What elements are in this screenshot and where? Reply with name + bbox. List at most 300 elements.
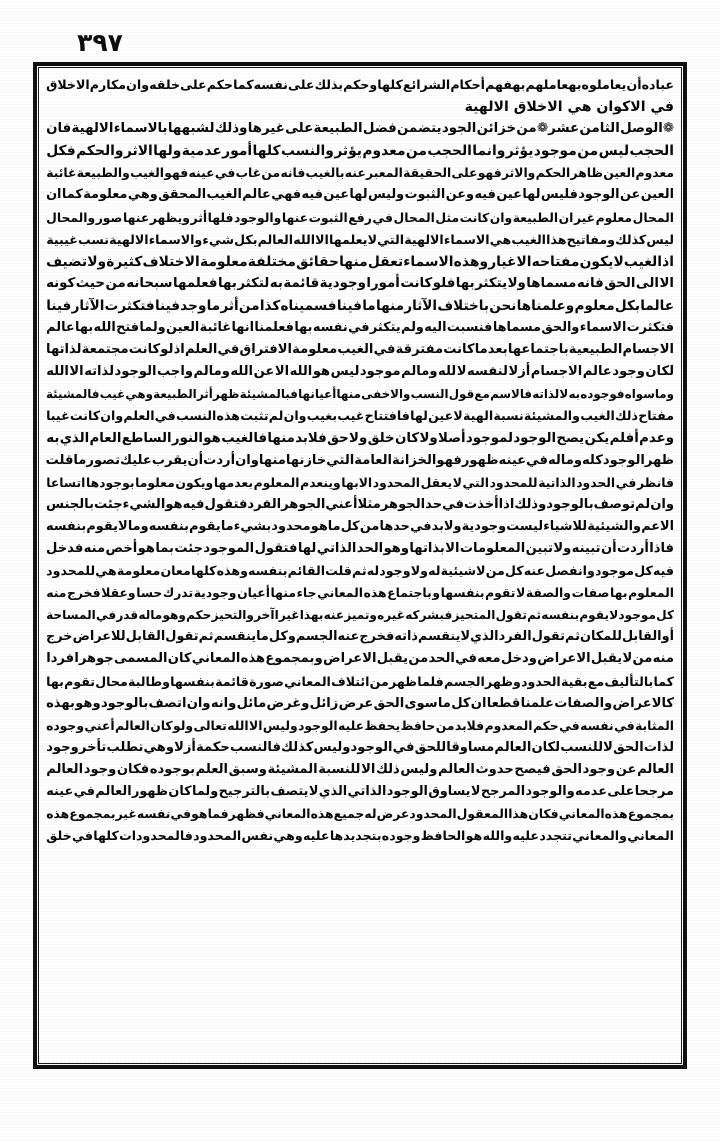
body-line-segment: بهذه bbox=[46, 695, 75, 711]
body-line-segment: بمجموع bbox=[265, 651, 315, 667]
body-line-segment: الغيب bbox=[130, 166, 165, 181]
body-line-segment: الا bbox=[69, 364, 84, 380]
body-line-segment: ثم bbox=[352, 563, 367, 579]
body-line-inner bbox=[46, 361, 674, 383]
body-line-inner bbox=[46, 494, 674, 516]
body-line-inner bbox=[46, 74, 674, 96]
body-line-segment: ليس bbox=[598, 143, 630, 160]
body-line-segment: لذات bbox=[643, 739, 674, 755]
body-line-segment: وانفصل bbox=[545, 563, 595, 579]
body-line-segment: الاسماء bbox=[443, 231, 490, 247]
body-line-segment: الموجود bbox=[203, 540, 255, 556]
body-line-segment: المعاني bbox=[191, 651, 241, 667]
body-line-segment: وظهر bbox=[485, 673, 521, 689]
body-line-segment: بها bbox=[46, 673, 64, 689]
body-line-segment: فتقول bbox=[204, 496, 248, 512]
body-line-segment: أمور bbox=[222, 143, 253, 160]
body-line-segment: ودخل bbox=[500, 651, 537, 667]
body-line-segment: ومالم bbox=[401, 364, 438, 380]
body-line-segment: كل bbox=[504, 563, 524, 579]
body-line-segment: مفترقة bbox=[395, 342, 444, 358]
body-line-segment: من bbox=[632, 651, 653, 667]
body-line-segment: فيه bbox=[301, 187, 323, 203]
body-line-segment: معلوم bbox=[595, 210, 633, 225]
body-line-segment: للنسبة bbox=[318, 761, 361, 777]
body-line-segment: لشبهها bbox=[167, 121, 215, 137]
body-line-segment: والاثر bbox=[501, 166, 536, 181]
body-line-segment: شيء bbox=[202, 231, 234, 247]
body-line-segment: وهي bbox=[125, 387, 153, 402]
body-line-segment: وجودية bbox=[193, 586, 237, 601]
body-line-inner bbox=[46, 538, 674, 560]
body-line-segment: للمحدود bbox=[46, 563, 96, 579]
body-line-segment: فبالمشيئة bbox=[239, 387, 298, 402]
body-line-segment: حكم bbox=[532, 718, 559, 733]
body-line-segment: يتصف bbox=[270, 784, 309, 799]
body-line-segment: العالم bbox=[257, 231, 294, 247]
body-line-segment: الغيب bbox=[337, 342, 374, 358]
body-line-segment: ان bbox=[558, 210, 574, 225]
body-line-segment: والتحيز bbox=[211, 608, 254, 623]
body-line-segment: اتصف bbox=[148, 695, 187, 711]
body-line bbox=[46, 626, 674, 648]
body-line-segment: نسبة bbox=[493, 408, 524, 424]
body-line-segment: فتح bbox=[116, 320, 140, 336]
body-line-segment: فالمشيئة bbox=[46, 387, 100, 402]
body-line-inner bbox=[46, 560, 674, 582]
body-line-segment: اذ bbox=[662, 253, 674, 270]
body-line-segment: موجود bbox=[594, 563, 635, 579]
body-line-segment: منها bbox=[336, 387, 361, 402]
body-line-segment: كالاعراض bbox=[612, 695, 674, 711]
body-line-segment: التي bbox=[326, 452, 355, 468]
body-line-segment: التي bbox=[377, 231, 405, 247]
body-line-segment: لم bbox=[268, 408, 284, 424]
body-line-segment: قائمة bbox=[283, 275, 320, 291]
body-line-segment: وجود bbox=[379, 563, 411, 579]
body-line-segment: وهذه bbox=[216, 563, 248, 579]
body-line-segment: وكل bbox=[268, 629, 296, 645]
body-line-segment: غيب bbox=[99, 387, 126, 402]
body-line-segment: في bbox=[154, 408, 176, 424]
body-line-segment: به bbox=[269, 275, 283, 291]
body-line-segment: والشيئية bbox=[587, 518, 642, 534]
body-line-segment: الآثار bbox=[404, 297, 438, 314]
body-line-segment: فلابد bbox=[454, 718, 485, 733]
body-line-segment: الا bbox=[274, 364, 290, 380]
body-line-segment: وليس bbox=[400, 761, 438, 777]
body-line-segment: فيصح bbox=[514, 761, 551, 777]
body-line-segment: الذاتي bbox=[347, 784, 387, 799]
body-line-segment: أن bbox=[187, 452, 204, 468]
body-line bbox=[46, 494, 674, 516]
body-line-segment: المساحة bbox=[46, 608, 96, 623]
body-line-segment: بتجديدها bbox=[329, 828, 382, 844]
body-line-segment: لموجود bbox=[465, 430, 514, 446]
body-line-segment: الطبيعية bbox=[568, 342, 623, 358]
body-line-segment: لا bbox=[609, 608, 619, 623]
body-line-segment: من bbox=[405, 143, 427, 160]
body-line-inner bbox=[46, 140, 674, 162]
body-line-segment: في bbox=[214, 166, 236, 181]
body-line-segment: قلت bbox=[46, 452, 74, 468]
body-line-segment: أثر bbox=[220, 297, 239, 314]
body-line-inner bbox=[46, 604, 674, 626]
body-line-segment: وان bbox=[235, 452, 259, 468]
body-line-segment: كلها bbox=[93, 828, 119, 844]
body-line-segment: للمحدود bbox=[489, 475, 538, 490]
body-line-segment: يعقل bbox=[420, 475, 453, 490]
body-line-segment: القائم bbox=[287, 563, 326, 579]
body-line-segment: معلومة bbox=[116, 563, 161, 579]
body-line-segment: وذلك bbox=[514, 496, 547, 512]
body-line-segment: خلقه bbox=[149, 77, 181, 92]
body-line bbox=[46, 538, 674, 560]
body-line-segment: الهية bbox=[463, 408, 494, 424]
body-line-segment: مثل bbox=[435, 210, 460, 225]
body-line-segment: وعن bbox=[445, 187, 475, 203]
body-line-inner bbox=[46, 229, 674, 251]
body-line-segment: الافتراق bbox=[239, 342, 292, 358]
body-line-segment: كما bbox=[233, 77, 254, 92]
body-line-inner bbox=[46, 626, 674, 648]
body-line-segment: الجوهر bbox=[380, 496, 426, 512]
body-line-segment: الالهية bbox=[109, 231, 149, 247]
body-line-segment: منها bbox=[267, 430, 295, 446]
body-line-segment: جوهرا bbox=[74, 651, 114, 667]
body-line-segment: وليس bbox=[313, 739, 351, 755]
body-line-segment: تتجدد bbox=[539, 828, 573, 844]
body-line-segment: ولما bbox=[192, 784, 219, 799]
body-line-segment: وذلك bbox=[214, 121, 248, 137]
body-line-segment: الاختلاف bbox=[142, 253, 200, 270]
body-line-segment: بها bbox=[75, 320, 94, 336]
body-line-segment: خلق bbox=[46, 828, 72, 844]
body-line-segment: غيرا bbox=[274, 608, 300, 623]
body-line bbox=[46, 825, 674, 847]
body-line-segment: ذاته bbox=[394, 629, 418, 645]
body-line-segment: الاعراض bbox=[323, 651, 377, 667]
body-line-segment: و bbox=[314, 651, 323, 667]
body-line-segment: مفتاح bbox=[638, 408, 674, 424]
body-line-segment: في bbox=[392, 739, 415, 755]
body-line-segment: عينه bbox=[498, 452, 527, 468]
body-line-segment: أفلم bbox=[609, 430, 639, 446]
body-line bbox=[46, 184, 674, 206]
body-line-segment: وينعدم bbox=[300, 475, 341, 490]
body-line-segment: والطبيعة bbox=[76, 166, 130, 181]
body-line-segment: ولا bbox=[349, 430, 368, 446]
body-line-segment: فبشركه bbox=[405, 608, 453, 623]
body-line-segment: كانت bbox=[69, 408, 101, 424]
body-line-segment: الابها bbox=[341, 475, 373, 490]
body-line bbox=[46, 516, 674, 538]
body-line-segment: بالاسماء bbox=[113, 121, 168, 137]
body-line bbox=[46, 693, 674, 715]
body-line-segment: فهو bbox=[164, 166, 189, 181]
body-line-segment: من bbox=[408, 651, 429, 667]
body-line-segment: الطبيعة bbox=[512, 210, 559, 225]
body-line-segment: ذلك bbox=[375, 761, 400, 777]
body-line-segment: عنه bbox=[344, 166, 366, 181]
body-line-segment: الوجود bbox=[298, 718, 338, 733]
body-line-segment: من bbox=[238, 297, 260, 314]
body-line-segment: لا bbox=[622, 651, 633, 667]
body-line-segment: لا bbox=[367, 231, 378, 247]
body-line-segment: الوجود bbox=[513, 430, 557, 446]
body-line-segment: الحافظ bbox=[420, 828, 466, 844]
body-line-segment: له bbox=[366, 563, 380, 579]
body-line-segment: ولا bbox=[87, 253, 107, 270]
body-line-segment: هذه bbox=[363, 586, 387, 601]
body-line bbox=[46, 560, 674, 582]
body-line-segment: تقول bbox=[495, 608, 527, 623]
body-line-segment: أخص bbox=[105, 540, 138, 556]
body-line-segment: فيه bbox=[652, 563, 674, 579]
body-line-segment: هو bbox=[465, 828, 483, 844]
body-line-segment: وعقلا bbox=[101, 586, 136, 601]
body-line-segment: الجسم bbox=[295, 629, 338, 645]
body-line-segment: بنفسها bbox=[170, 673, 215, 689]
body-line-segment: لذاته bbox=[84, 364, 115, 380]
body-line-segment: في bbox=[73, 784, 96, 799]
body-line-segment: وهي bbox=[143, 739, 174, 755]
body-line-segment: لكان bbox=[531, 739, 561, 755]
body-line-segment: باجتماع bbox=[387, 586, 432, 601]
body-line-segment: هذه bbox=[216, 408, 240, 424]
body-line-segment: تعقل bbox=[367, 253, 404, 270]
body-line-segment: أردت bbox=[203, 452, 236, 468]
body-line-segment: ذلك bbox=[615, 408, 638, 424]
body-line-segment: العالم bbox=[637, 761, 674, 777]
body-line-segment: جئت bbox=[174, 540, 204, 556]
body-line-segment: محال bbox=[95, 673, 128, 689]
body-line-segment: أثر bbox=[196, 387, 213, 402]
body-line-segment: فهي bbox=[271, 187, 302, 203]
body-line-segment: المحدود bbox=[193, 828, 242, 844]
body-line-segment: كل bbox=[634, 563, 653, 579]
body-line-segment: بنفسها bbox=[440, 586, 485, 601]
body-line-segment: المعاني bbox=[627, 828, 674, 844]
body-line-segment: وجودية bbox=[319, 275, 366, 291]
body-line-segment: ويظهر bbox=[149, 210, 190, 225]
body-line-segment: وهو bbox=[75, 695, 101, 711]
body-line-segment: يؤثر bbox=[334, 143, 362, 160]
body-line-segment: العلم bbox=[184, 342, 218, 358]
body-line-segment: ولا bbox=[507, 275, 526, 291]
body-line-segment: شيئية bbox=[440, 563, 477, 579]
body-line-segment: يتضمن bbox=[397, 121, 442, 137]
body-line-segment: في bbox=[526, 452, 548, 468]
body-line-segment: حكم bbox=[186, 608, 212, 623]
body-line-segment: والمحال bbox=[46, 210, 96, 225]
body-line-segment: فما bbox=[207, 807, 229, 822]
body-line-segment: في bbox=[410, 518, 432, 534]
body-line-segment: بهذا bbox=[299, 608, 324, 623]
body-line-segment: ولم bbox=[401, 320, 424, 336]
body-line-segment: وجد bbox=[180, 297, 207, 314]
body-line bbox=[46, 162, 674, 184]
body-line-segment: كلها bbox=[377, 77, 403, 92]
body-line-segment: لله bbox=[438, 364, 457, 380]
body-line-segment: غيب bbox=[337, 408, 365, 424]
body-line-segment: أعيانها bbox=[298, 387, 337, 402]
body-line-inner bbox=[46, 428, 674, 450]
body-line-segment: الطبيعة bbox=[313, 121, 363, 137]
body-line-segment: يؤثر bbox=[505, 143, 534, 160]
body-line-segment: ما bbox=[256, 629, 269, 645]
body-line-segment: في bbox=[455, 651, 477, 667]
body-line-segment: الغيب bbox=[580, 408, 615, 424]
body-line-segment: أعيان bbox=[237, 586, 270, 601]
body-line-segment: وحكم bbox=[343, 77, 378, 92]
body-line-segment: لا bbox=[603, 739, 613, 755]
body-line-segment: للحق bbox=[414, 739, 447, 755]
body-line-segment: في bbox=[217, 342, 240, 358]
body-line-inner bbox=[46, 648, 674, 670]
body-line-segment: في bbox=[442, 496, 464, 512]
body-line-segment: يقوم bbox=[189, 518, 221, 534]
body-line-segment: عالم bbox=[242, 187, 271, 203]
body-line-segment: والاسماء bbox=[148, 231, 203, 247]
body-line-segment: كان bbox=[168, 784, 192, 799]
body-line-segment: فعلمها bbox=[173, 275, 218, 291]
body-line-inner bbox=[46, 273, 674, 295]
body-line-segment: من bbox=[105, 275, 126, 291]
body-line-segment: منها bbox=[339, 253, 368, 270]
body-line-segment: عالم bbox=[582, 364, 612, 380]
body-line-segment: بنفسه bbox=[541, 608, 580, 623]
body-line-segment: مسماها bbox=[492, 320, 541, 336]
body-line-segment: بها bbox=[294, 320, 313, 336]
body-line-segment: معلومة bbox=[292, 342, 338, 358]
body-line-segment: الاسماء bbox=[579, 320, 627, 336]
body-line-segment: هو bbox=[191, 807, 208, 822]
body-line-segment: لا bbox=[470, 784, 481, 799]
body-line-segment: سبحانه bbox=[126, 275, 173, 291]
body-line-segment: العامة bbox=[354, 452, 393, 468]
body-line-segment: وغرض bbox=[266, 695, 310, 711]
body-line-segment: في bbox=[95, 608, 117, 623]
body-line-segment: الى bbox=[635, 275, 659, 291]
body-line-segment: العالم bbox=[437, 761, 475, 777]
body-line-inner bbox=[46, 251, 674, 273]
body-line-segment: لها bbox=[349, 187, 368, 203]
body-line-segment: بشيء bbox=[233, 518, 272, 534]
body-line-segment: يساوق bbox=[428, 784, 471, 799]
body-line-segment: تثبت bbox=[240, 408, 269, 424]
body-line-segment: الوجود bbox=[602, 452, 645, 468]
body-line-segment: الاغيار bbox=[488, 253, 532, 270]
body-line-segment: كله bbox=[581, 452, 603, 468]
body-line-inner bbox=[46, 405, 674, 427]
body-line-segment: مع bbox=[474, 387, 490, 402]
body-line-segment: الفرد bbox=[247, 496, 282, 512]
body-line-segment: العين bbox=[640, 187, 674, 203]
body-line-segment: لا bbox=[516, 586, 526, 601]
body-line-segment: بهعاملهم bbox=[525, 77, 582, 92]
body-line-segment: وعلمناها bbox=[516, 297, 575, 314]
body-line-segment: معدوم bbox=[362, 143, 406, 160]
body-line-segment: ولا bbox=[410, 563, 428, 579]
body-line-segment: عن bbox=[619, 187, 641, 203]
body-line-inner bbox=[46, 671, 674, 693]
body-line bbox=[46, 383, 674, 405]
body-line-segment: الغيب bbox=[623, 253, 662, 270]
body-line-segment: عنها bbox=[123, 210, 150, 225]
body-line-segment: والمشيئة bbox=[523, 408, 580, 424]
body-line-segment: يكون bbox=[579, 253, 614, 270]
body-line-segment: لا bbox=[118, 518, 128, 534]
body-line-segment: الوجود bbox=[350, 739, 393, 755]
body-line bbox=[46, 317, 674, 339]
body-line-segment: حافظ bbox=[400, 718, 436, 733]
body-line-segment: ليس bbox=[646, 231, 674, 247]
body-line-segment: والصفة bbox=[525, 586, 571, 601]
body-line-segment: للاشياء bbox=[543, 518, 588, 534]
body-line-segment: غيبا bbox=[46, 408, 70, 424]
body-line-segment: كذلك bbox=[281, 739, 314, 755]
body-line-segment: ائتلاف bbox=[331, 673, 370, 689]
body-line-segment: غيبية bbox=[46, 231, 78, 247]
body-line-segment: الذي bbox=[318, 784, 348, 799]
body-line bbox=[46, 361, 674, 383]
body-line-segment: بالتأليف bbox=[604, 673, 654, 689]
body-line-segment: العالم bbox=[115, 718, 150, 733]
body-line-segment: ليس bbox=[330, 364, 360, 380]
body-line-segment: الاجسام bbox=[530, 364, 583, 380]
body-line-segment: فافتتاح bbox=[364, 408, 410, 424]
body-line-segment: بنفسه bbox=[248, 563, 288, 579]
body-line-segment: ولها bbox=[153, 143, 182, 160]
body-line-segment: موجود bbox=[533, 143, 577, 160]
body-line-segment: فلو bbox=[432, 275, 456, 291]
body-line-segment: الحكم bbox=[535, 166, 571, 181]
body-line-segment: اتساعا bbox=[46, 475, 86, 490]
body-line-segment: يكن bbox=[584, 430, 610, 446]
body-line-segment: فضل bbox=[362, 121, 397, 137]
body-line-segment: بنفسه bbox=[46, 518, 87, 534]
body-line-segment: فكل bbox=[46, 143, 76, 160]
body-line-segment: في bbox=[170, 807, 192, 822]
body-line-inner bbox=[46, 184, 674, 206]
body-line-segment: منها bbox=[375, 297, 405, 314]
body-line-segment: المعاني bbox=[558, 807, 605, 822]
body-line bbox=[46, 118, 674, 140]
body-line bbox=[46, 273, 674, 295]
body-line-segment: عين bbox=[428, 408, 454, 424]
body-line-segment: تدرك bbox=[162, 586, 194, 601]
body-line-segment: كلها bbox=[252, 143, 281, 160]
body-line-segment: في الاكوان هي الاخلاق الالهية bbox=[464, 99, 674, 116]
body-line-segment: فليس bbox=[540, 187, 578, 203]
body-line-segment: المعقول bbox=[456, 807, 509, 822]
body-line-segment: ولا bbox=[553, 540, 572, 556]
body-line-segment: النسب bbox=[410, 387, 449, 402]
body-line-segment: غيرها bbox=[247, 121, 285, 137]
body-line bbox=[46, 96, 674, 118]
body-line-inner bbox=[46, 450, 674, 472]
body-line-segment: ظهور bbox=[131, 784, 169, 799]
body-line-segment: فظهر bbox=[228, 807, 265, 822]
body-line-segment: الحق bbox=[373, 695, 405, 711]
body-line-segment: على bbox=[607, 784, 635, 799]
body-line-segment: هو bbox=[137, 540, 155, 556]
body-line-segment: وانما bbox=[472, 143, 506, 160]
body-line-segment: نفسه bbox=[253, 77, 288, 92]
body-line-segment: تبين bbox=[525, 540, 553, 556]
body-line-segment: العلم bbox=[123, 408, 155, 424]
